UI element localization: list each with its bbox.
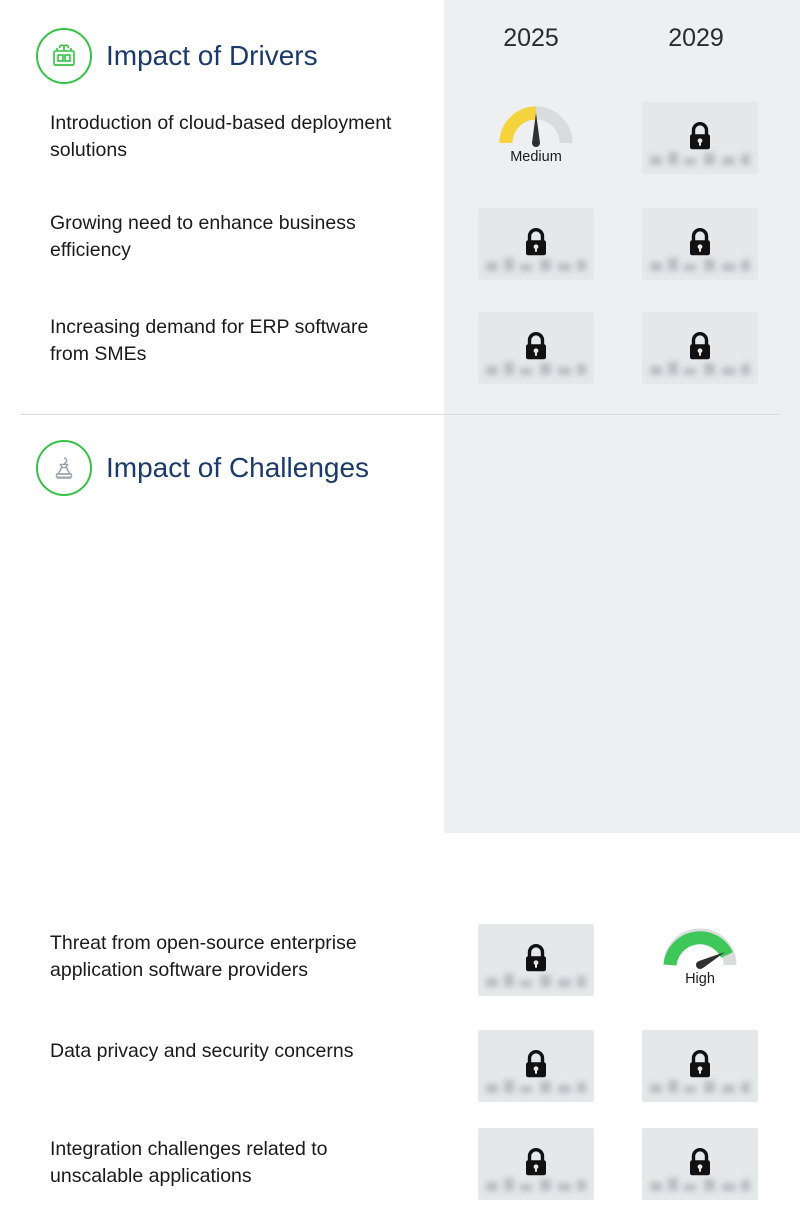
table-row [0,922,800,1026]
locked-tile[interactable] [478,924,594,996]
section-divider [20,414,780,415]
cell-2029-locked[interactable] [642,1128,758,1200]
cell-2025-gauge [478,102,594,174]
row-label: Increasing demand for ERP software from SMEs [50,316,369,365]
section-impact-of-challenges [0,414,800,1187]
padlock-icon [523,1147,549,1179]
gauge-high [642,924,758,996]
drivers-engine-icon [36,28,92,84]
padlock-icon [523,943,549,975]
section-impact-of-drivers [0,0,800,414]
rows-drivers [0,98,800,410]
cell-2029-gauge [642,924,758,996]
locked-tile[interactable] [642,208,758,280]
locked-tile[interactable] [478,208,594,280]
rows-challenges [0,922,800,1230]
table-row [0,1126,800,1230]
row-label: Threat from open-source enterprise application software providers [50,932,357,981]
row-label: Growing need to enhance business efficiency [50,212,356,261]
padlock-icon [687,331,713,363]
locked-tile[interactable] [642,1128,758,1200]
cell-2029-locked[interactable] [642,312,758,384]
cell-2029-locked[interactable] [642,1030,758,1102]
row-label: Introduction of cloud-based deployment solutions [50,112,392,161]
cell-2029-locked[interactable] [642,102,758,174]
locked-tile[interactable] [478,312,594,384]
section-title-row-drivers [36,28,318,84]
locked-tile[interactable] [478,1030,594,1102]
row-label: Integration challenges related to unscalable applications [50,1138,328,1187]
challenges-chess-icon [36,440,92,496]
locked-tile[interactable] [642,312,758,384]
padlock-icon [687,1049,713,1081]
padlock-icon [687,1147,713,1179]
padlock-icon [523,1049,549,1081]
locked-tile[interactable] [478,1128,594,1200]
padlock-icon [687,121,713,153]
gauge-value-label: High [685,971,715,987]
padlock-icon [523,227,549,259]
cell-2025-locked[interactable] [478,1030,594,1102]
padlock-icon [523,331,549,363]
cell-2025-locked[interactable] [478,924,594,996]
gauge-value-label: Medium [510,149,562,165]
padlock-icon [687,227,713,259]
section-title-challenges: Impact of Challenges [106,452,370,483]
section-title-drivers: Impact of Drivers [106,40,318,71]
cell-2025-locked[interactable] [478,1128,594,1200]
table-row [0,1026,800,1126]
cell-2025-locked[interactable] [478,208,594,280]
table-row [0,98,800,202]
column-header-2029: 2029 [668,24,724,52]
table-row [0,306,800,410]
cell-2025-locked[interactable] [478,312,594,384]
table-row [0,202,800,306]
row-label: Data privacy and security concerns [50,1040,354,1062]
locked-tile[interactable] [642,1030,758,1102]
cell-2029-locked[interactable] [642,208,758,280]
column-header-2025: 2025 [503,24,559,52]
locked-tile[interactable] [642,102,758,174]
gauge-medium [478,102,594,174]
section-title-row-challenges [36,440,369,496]
